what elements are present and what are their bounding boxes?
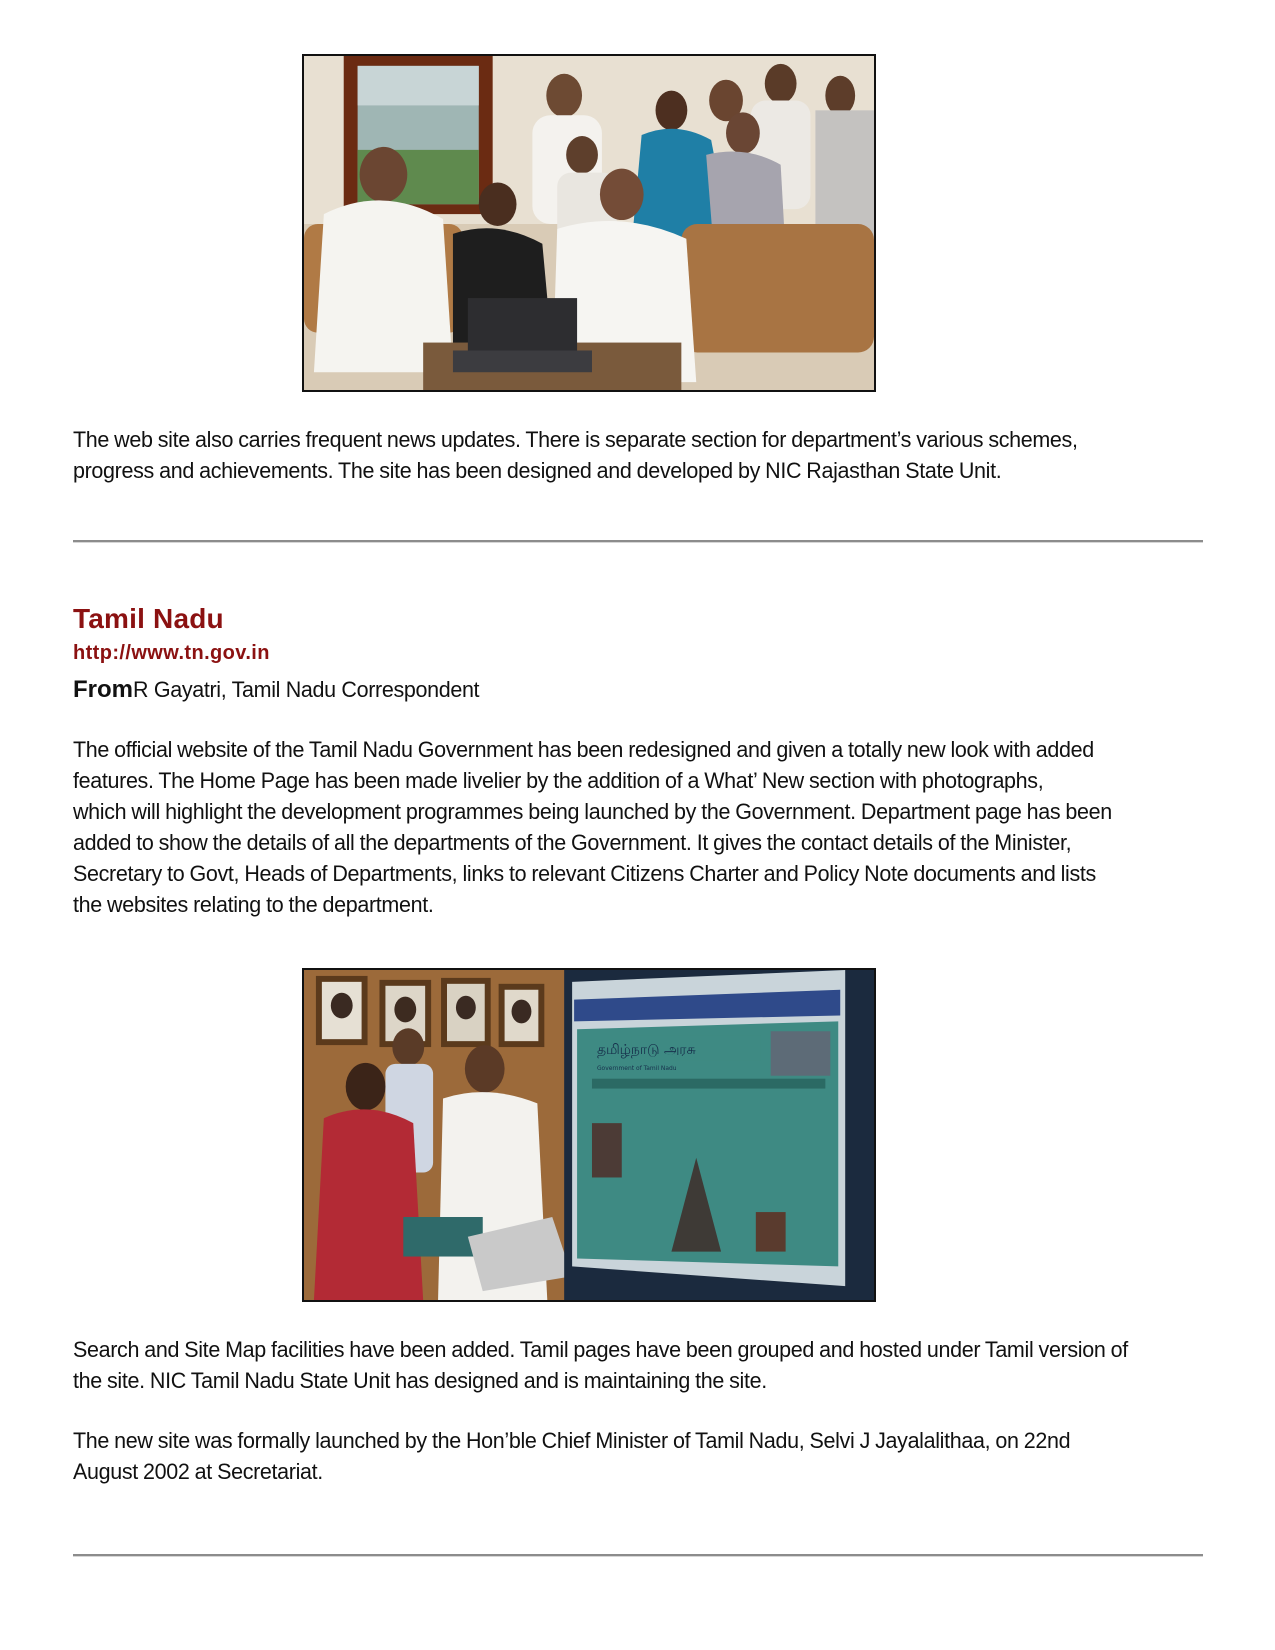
rajasthan-launch-photo-art xyxy=(304,56,874,390)
screen-title-tamil: தமிழ்நாடு அரசு xyxy=(596,1042,696,1058)
tamil-nadu-search-paragraph: Search and Site Map facilities have been added. Tamil pages have been grouped and hosted under Tamil version of the site. NIC Tamil Nadu State Unit has designed and is maintaining the site. xyxy=(73,1337,1128,1393)
tamil-nadu-launch-photo-art xyxy=(304,970,874,1300)
section-heading-tamil-nadu: Tamil Nadu xyxy=(73,603,224,634)
byline-from-label: From xyxy=(73,676,133,703)
rajasthan-launch-photo xyxy=(302,54,876,392)
byline xyxy=(73,676,496,704)
tamil-nadu-intro-paragraph: The official website of the Tamil Nadu Government has been redesigned and given a totally new look with added features. The Home Page has been made livelier by the addition of a What’ New section with photographs, which will highlight the development programmes being launched by the Government. Department page has been added to show the details of all the departments of the Government. It gives the contact details of the Minister, Secretary to Govt, Heads of Departments, links to relevant Citizens Charter and Policy Note documents and lists the websites relating to the department. xyxy=(73,737,1112,917)
tamil-nadu-launch-photo xyxy=(302,968,876,1302)
section-divider xyxy=(73,540,1203,543)
rajasthan-summary-paragraph: The web site also carries frequent news updates. There is separate section for department’s various schemes, progress and achievements. The site has been designed and developed by NIC Rajasthan State Unit. xyxy=(73,427,1078,483)
site-url-link[interactable]: http://www.tn.gov.in xyxy=(73,642,270,664)
screen-subtitle: Government of Tamil Nadu xyxy=(596,1064,677,1072)
section-divider-bottom xyxy=(73,1554,1203,1557)
byline-correspondent: R Gayatri, Tamil Nadu Correspondent xyxy=(133,677,480,702)
tamil-nadu-launch-paragraph: The new site was formally launched by the Hon’ble Chief Minister of Tamil Nadu, Selvi J Jayalalithaa, on 22nd August 2002 at Secretariat. xyxy=(73,1428,1071,1484)
